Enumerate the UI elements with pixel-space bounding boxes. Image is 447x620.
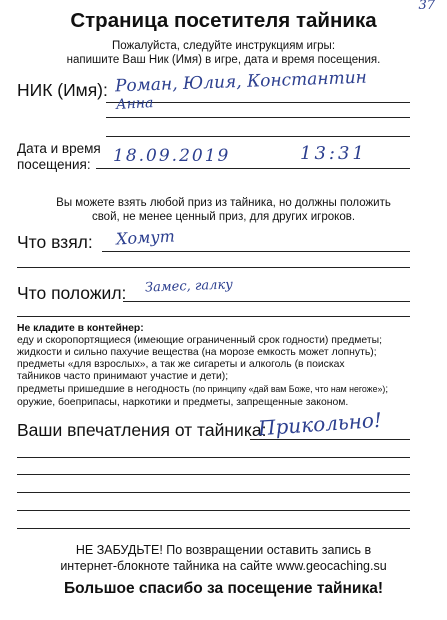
rule-adult-items-cont: тайников часто принимают участие и дети);	[17, 371, 229, 383]
left-item-line-2	[17, 316, 410, 317]
impressions-line-3	[17, 474, 410, 475]
visit-line	[96, 168, 410, 169]
rule-unusable-end: ;	[385, 384, 389, 396]
impressions-line-4	[17, 492, 410, 493]
nick-line-3	[106, 136, 410, 137]
nick-value-1[interactable]: Роман, Юлия, Константин	[114, 67, 368, 97]
rule-liquids: жидкости и сильно пахучие вещества (на морозе емкость может лопнуть);	[17, 347, 377, 359]
left-item-value[interactable]: Замес, галку	[144, 277, 234, 296]
rule-unusable-note: (по принципу «дай вам Боже, что нам негоже»)	[192, 384, 386, 395]
rule-unusable	[17, 383, 417, 396]
thanks-text: Большое спасибо за посещение тайника!	[64, 580, 383, 597]
rule-food: еду и скоропортящиеся (имеющие ограниченный срок годности) предметы;	[17, 335, 382, 347]
visit-date[interactable]: 18.09.2019	[113, 146, 231, 166]
took-line-1	[102, 251, 410, 252]
footer-line-2: интернет-блокноте тайника на сайте www.geocaching.su	[60, 559, 387, 573]
instruction-line-2: напишите Ваш Ник (Имя) в игре, дата и время посещения.	[66, 54, 381, 66]
impressions-line-5	[17, 510, 410, 511]
prize-note-line-2: свой, не менее ценный приз, для других игроков.	[91, 211, 356, 223]
rules-block	[17, 323, 417, 409]
rule-weapons: оружие, боеприпасы, наркотики и предметы, запрещенные законом.	[17, 396, 349, 408]
visit-time[interactable]: 13:31	[300, 143, 367, 164]
visit-label-2: посещения:	[17, 157, 91, 172]
impressions-line-6	[17, 528, 410, 529]
left-item-line-1	[123, 301, 410, 302]
left-item-label: Что положил:	[17, 283, 127, 303]
nick-label: НИК (Имя):	[17, 80, 108, 100]
impressions-line-2	[17, 457, 410, 458]
nick-value-2[interactable]: Анна	[115, 95, 154, 113]
took-label: Что взял:	[17, 232, 93, 252]
prize-note-line-1: Вы можете взять любой приз из тайника, но должны положить	[56, 197, 391, 209]
impressions-value[interactable]: Прикольно!	[257, 407, 383, 441]
page-number: 37	[418, 0, 435, 13]
nick-line-2	[106, 117, 410, 118]
impressions-label: Ваши впечатления от тайника:	[17, 420, 267, 440]
rules-heading: Не кладите в контейнер:	[17, 323, 144, 334]
instruction-line-1: Пожалуйста, следуйте инструкциям игры:	[111, 40, 336, 52]
footer-line-1: НЕ ЗАБУДЬТЕ! По возвращении оставить запись в	[75, 543, 372, 557]
rule-unusable-text: предметы пришедшие в негодность	[17, 384, 193, 396]
took-value[interactable]: Хомут	[115, 226, 176, 249]
took-line-2	[17, 267, 410, 268]
page-title: Страница посетителя тайника	[70, 9, 377, 32]
visit-label-1: Дата и время	[17, 141, 101, 156]
rule-adult-items: предметы «для взрослых», а так же сигареты и алкоголь (в поисках	[17, 359, 345, 371]
